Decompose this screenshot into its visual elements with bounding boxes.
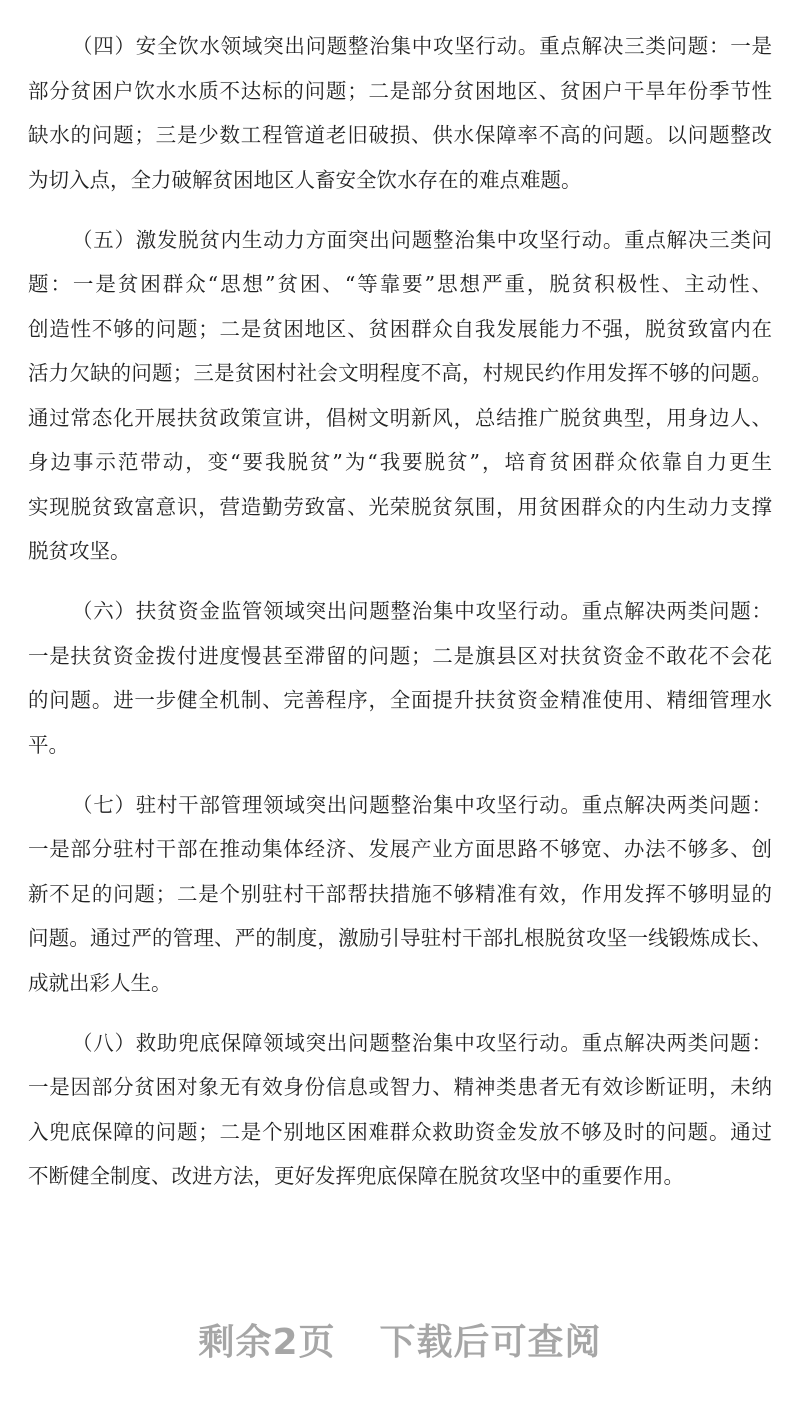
paragraph-line: 缺水的问题；三是少数工程管道老旧破损、供水保障率不高的问题。以问题整改 [28, 123, 772, 147]
paragraph-line: （六）扶贫资金监管领域突出问题整治集中攻坚行动。重点解决两类问题： [72, 599, 772, 623]
paragraph [28, 218, 772, 574]
paragraph-line: 平。 [28, 732, 69, 757]
paragraph-line: 脱贫攻坚。 [28, 539, 131, 563]
paragraph-line: 通过常态化开展扶贫政策宣讲，倡树文明新风，总结推广脱贫典型，用身边人、 [28, 405, 772, 430]
paragraph-line: （五）激发脱贫内生动力方面突出问题整治集中攻坚行动。重点解决三类问 [72, 227, 772, 252]
paragraph-line: 不断健全制度、改进方法，更好发挥兜底保障在脱贫攻坚中的重要作用。 [28, 1164, 684, 1188]
document-body [28, 24, 772, 1214]
paragraph-line: 成就出彩人生。 [28, 970, 172, 995]
paragraph-line: 身边事示范带动，变“要我脱贫”为“我要脱贫”，培育贫困群众依靠自力更生 [28, 450, 772, 474]
download-prompt[interactable] [0, 1314, 800, 1365]
paragraph-line: 问题。通过严的管理、严的制度，激励引导驻村干部扎根脱贫攻坚一线锻炼成长、 [28, 926, 772, 950]
paragraph-line: 实现脱贫致富意识，营造勤劳致富、光荣脱贫氛围，用贫困群众的内生动力支撑 [28, 494, 772, 519]
paragraph [28, 589, 772, 767]
paragraph [28, 783, 772, 1006]
paragraph-line: 的问题。进一步健全机制、完善程序，全面提升扶贫资金精准使用、精细管理水 [28, 688, 772, 712]
paragraph-line: 创造性不够的问题；二是贫困地区、贫困群众自我发展能力不强，脱贫致富内在 [28, 316, 772, 341]
paragraph [28, 24, 772, 202]
remaining-pages-text: 剩余2页 [198, 1322, 336, 1363]
paragraph [28, 1021, 772, 1199]
paragraph-line: （八）救助兜底保障领域突出问题整治集中攻坚行动。重点解决两类问题： [72, 1030, 772, 1055]
paragraph-line: 题：一是贫困群众“思想”贫困、“等靠要”思想严重，脱贫积极性、主动性、 [28, 272, 772, 296]
paragraph-line: 一是因部分贫困对象无有效身份信息或智力、精神类患者无有效诊断证明，未纳 [28, 1075, 772, 1099]
paragraph-line: 为切入点，全力破解贫困地区人畜安全饮水存在的难点难题。 [28, 167, 582, 192]
paragraph-line: （七）驻村干部管理领域突出问题整治集中攻坚行动。重点解决两类问题： [72, 792, 772, 817]
paragraph-line: 入兜底保障的问题；二是个别地区困难群众救助资金发放不够及时的问题。通过 [28, 1119, 772, 1144]
paragraph-line: 新不足的问题；二是个别驻村干部帮扶措施不够精准有效，作用发挥不够明显的 [28, 881, 772, 906]
paragraph-line: （四）安全饮水领域突出问题整治集中攻坚行动。重点解决三类问题：一是 [72, 34, 772, 58]
download-to-view-text: 下载后可查阅 [379, 1322, 602, 1363]
paragraph-line: 一是扶贫资金拨付进度慢甚至滞留的问题；二是旗县区对扶贫资金不敢花不会花 [28, 643, 772, 668]
paragraph-line: 部分贫困户饮水水质不达标的问题；二是部分贫困地区、贫困户干旱年份季节性 [28, 78, 772, 103]
paragraph-line: 活力欠缺的问题；三是贫困村社会文明程度不高，村规民约作用发挥不够的问题。 [28, 361, 772, 385]
paragraph-line: 一是部分驻村干部在推动集体经济、发展产业方面思路不够宽、办法不够多、创 [28, 837, 772, 861]
